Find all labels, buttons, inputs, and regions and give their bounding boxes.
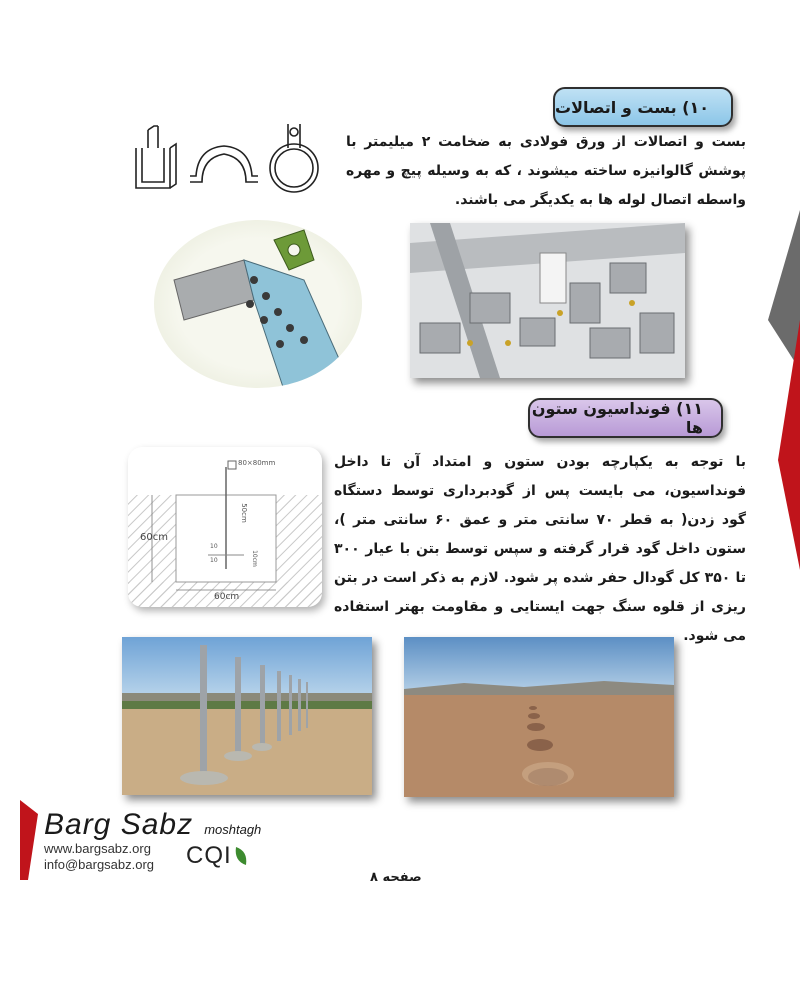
section-10-heading xyxy=(553,87,733,127)
section-11-heading xyxy=(528,398,723,438)
holes-field-photo xyxy=(404,637,674,797)
website-link[interactable]: www.bargsabz.org xyxy=(44,841,151,856)
section-11-heading-text: ۱۱) فونداسیون ستون ها xyxy=(531,399,703,437)
foundation-diagram xyxy=(128,447,322,607)
cqi-logo xyxy=(186,842,248,870)
joint-illustration xyxy=(154,220,362,388)
depth-label: 60cm xyxy=(140,532,168,543)
brand-main: Barg Sabz xyxy=(44,808,194,841)
small-dim-b: 10 xyxy=(210,557,218,564)
small-dim-a: 10 xyxy=(210,543,218,550)
small-dim-c: 10cm xyxy=(250,550,258,567)
brand-logo xyxy=(44,808,261,842)
width-label: 60cm xyxy=(214,592,240,602)
columns-field-photo xyxy=(122,637,372,795)
section-10-heading-text: ۱۰) بست و اتصالات xyxy=(555,97,709,117)
email-link[interactable]: info@bargsabz.org xyxy=(44,857,155,872)
brand-accent-mark xyxy=(20,800,38,880)
cqi-text: CQI xyxy=(186,842,232,869)
fittings-photo xyxy=(410,223,685,378)
leaf-icon xyxy=(234,845,248,867)
decorative-wedge xyxy=(760,210,800,570)
bracket-drawings xyxy=(128,118,328,196)
pipe-size-label: 80×80mm xyxy=(238,459,276,467)
vertical-dim-label: 50cm xyxy=(239,503,248,523)
section-11-body: با توجه به یکپارچه بودن ستون و امتداد آن تا داخل فونداسیون، می بایست پس از گودبرداری توسط دستگاه گود زدن( به قطر ۷۰ سانتی متر و عمق ۶۰ سانتی متر )، ستون داخل گود قرار گرفته و سپس توسط بتن با عیار ۳۰۰ تا ۳۵۰ کل گودال حفر شده پر شود. لازم به ذکر است در بتن ریزی از قلوه سنگ جهت ایستایی و مقاومت بهتر استفاده می شود. xyxy=(334,454,746,644)
brand-sub: moshtagh xyxy=(204,822,262,837)
page-number: صفحه ۸ xyxy=(370,870,422,885)
section-10-body: بست و اتصالات از ورق فولادی به ضخامت ۲ میلیمتر با پوشش گالوانیزه ساخته میشوند ، که به وسیله پیچ و مهره واسطه اتصال لوله ها به یکدیگر می باشند. xyxy=(346,134,746,208)
